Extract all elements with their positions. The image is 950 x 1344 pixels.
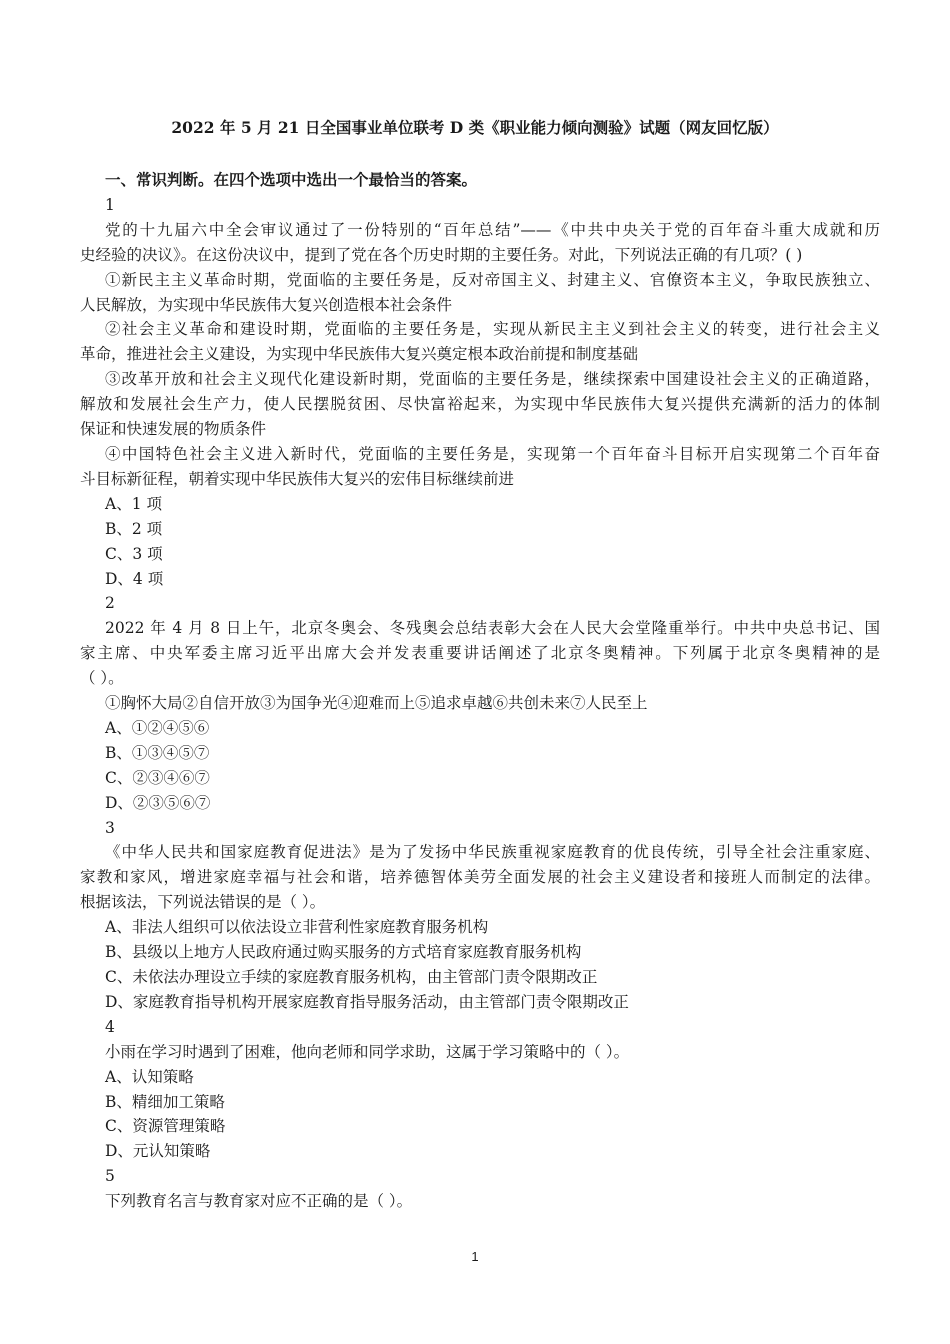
question-statement: 保证和快速发展的物质条件	[80, 420, 267, 439]
document-title: 2022 年 5 月 21 日全国事业单位联考 D 类《职业能力倾向测验》试题（网友回忆版）	[171, 118, 779, 137]
answer-option: D、家庭教育指导机构开展家庭教育指导服务活动，由主管部门责令限期改正	[105, 992, 629, 1011]
answer-option: C、资源管理策略	[105, 1117, 226, 1136]
question-number: 3	[105, 818, 115, 837]
question-statement: 解放和发展社会生产力，使人民摆脱贫困、尽快富裕起来，为实现中华民族伟大复兴提供充满新的活力的体制	[80, 395, 880, 414]
question-stem: 2022 年 4 月 8 日上午，北京冬奥会、冬残奥会总结表彰大会在人民大会堂隆重举行。中共中央总书记、国	[105, 619, 880, 638]
page-number: 1	[471, 1249, 479, 1264]
question-statement: ③改革开放和社会主义现代化建设新时期，党面临的主要任务是，继续探索中国建设社会主义的正确道路，	[105, 370, 880, 389]
question-stem: 小雨在学习时遇到了困难，他向老师和同学求助，这属于学习策略中的（ ）。	[105, 1042, 630, 1061]
question-stem: 家主席、中央军委主席习近平出席大会并发表重要讲话阐述了北京冬奥精神。下列属于北京冬奥精神的是	[80, 644, 880, 663]
question-statement: 革命，推进社会主义建设，为实现中华民族伟大复兴奠定根本政治前提和制度基础	[80, 345, 639, 364]
question-stem: 《中华人民共和国家庭教育促进法》是为了发扬中华民族重视家庭教育的优良传统，引导全社会注重家庭、	[105, 843, 880, 862]
question-stem: 下列教育名言与教育家对应不正确的是（ ）。	[105, 1192, 413, 1211]
question-number: 2	[105, 594, 115, 613]
answer-option: B、精细加工策略	[105, 1092, 225, 1111]
answer-option: A、认知策略	[105, 1067, 194, 1086]
question-statement: ①新民主主义革命时期，党面临的主要任务是，反对帝国主义、封建主义、官僚资本主义，争取民族独立、	[105, 270, 880, 289]
answer-option: A、1 项	[105, 494, 162, 513]
question-statement: 斗目标新征程，朝着实现中华民族伟大复兴的宏伟目标继续前进	[80, 469, 515, 488]
question-statement: ④中国特色社会主义进入新时代，党面临的主要任务是，实现第一个百年奋斗目标开启实现第二个百年奋	[105, 444, 880, 463]
answer-option: A、①②④⑤⑥	[105, 718, 210, 737]
document-body	[80, 168, 880, 1214]
answer-option: B、①③④⑤⑦	[105, 743, 210, 762]
question-statement: ①胸怀大局②自信开放③为国争光④迎难而上⑤追求卓越⑥共创未来⑦人民至上	[105, 694, 648, 713]
question-stem: 党的十九届六中全会审议通过了一份特别的“百年总结”——《中共中央关于党的百年奋斗重大成就和历	[105, 220, 880, 239]
question-statement: ②社会主义革命和建设时期，党面临的主要任务是，实现从新民主主义到社会主义的转变，进行社会主义	[105, 320, 880, 339]
question-number: 4	[105, 1017, 115, 1036]
answer-option: A、非法人组织可以依法设立非营利性家庭教育服务机构	[105, 918, 489, 937]
question-stem: （ ）。	[80, 669, 124, 688]
answer-option: C、3 项	[105, 544, 163, 563]
answer-option: D、4 项	[105, 569, 164, 588]
question-stem: 根据该法，下列说法错误的是（ ）。	[80, 893, 326, 912]
answer-option: D、元认知策略	[105, 1142, 211, 1161]
question-number: 1	[105, 195, 115, 214]
answer-option: D、②③⑤⑥⑦	[105, 793, 211, 812]
section-heading: 一、常识判断。在四个选项中选出一个最恰当的答案。	[105, 170, 478, 189]
answer-option: B、2 项	[105, 519, 163, 538]
answer-option: C、②③④⑥⑦	[105, 768, 210, 787]
question-number: 5	[105, 1167, 115, 1186]
question-statement: 人民解放，为实现中华民族伟大复兴创造根本社会条件	[80, 295, 453, 314]
question-stem: 史经验的决议》。在这份决议中，提到了党在各个历史时期的主要任务。对此，下列说法正确的有几项？( )	[80, 245, 803, 264]
answer-option: B、县级以上地方人民政府通过购买服务的方式培育家庭教育服务机构	[105, 943, 582, 962]
answer-option: C、未依法办理设立手续的家庭教育服务机构，由主管部门责令限期改正	[105, 968, 598, 986]
question-stem: 家教和家风，增进家庭幸福与社会和谐，培养德智体美劳全面发展的社会主义建设者和接班人而制定的法律。	[80, 868, 880, 887]
